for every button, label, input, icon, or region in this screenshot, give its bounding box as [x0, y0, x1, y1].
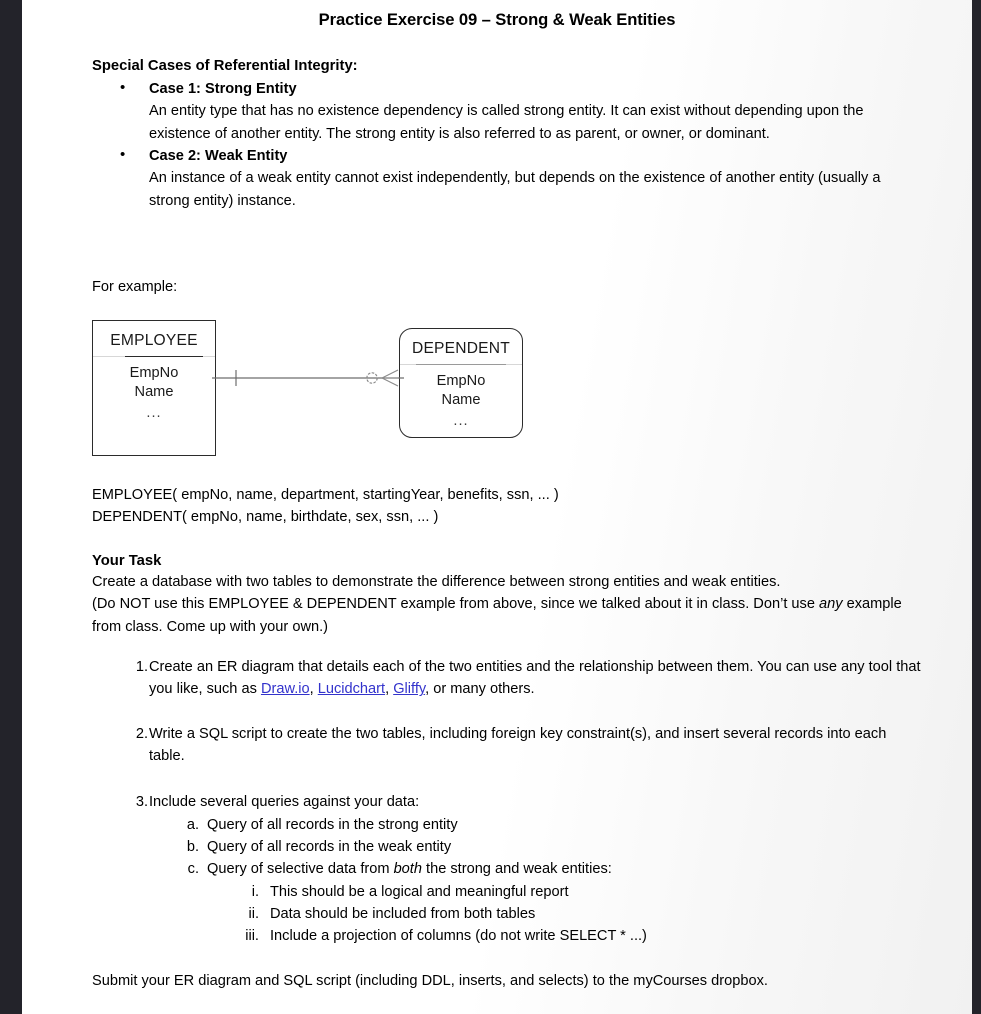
entity-name-employee: EMPLOYEE [110, 332, 198, 349]
task-emphasis-any: any [819, 596, 843, 613]
query-substeps-list [149, 814, 922, 948]
entity-box-dependent [399, 328, 523, 438]
entity-attributes-dependent [400, 365, 522, 431]
substep-number: c. [187, 861, 199, 878]
relational-schema [92, 484, 559, 528]
entity-attributes-employee [93, 357, 215, 423]
list-item [92, 78, 912, 145]
task-line-2a: (Do NOT use this EMPLOYEE & DEPENDENT example from above, since we talked about it in class. Don’t use [92, 596, 820, 613]
entity-divider [400, 364, 522, 365]
detail-i-text: This should be a logical and meaningful report [270, 883, 569, 900]
list-item [92, 723, 922, 768]
page-title: Practice Exercise 09 – Strong & Weak Entities [318, 10, 676, 29]
link-lucidchart[interactable]: Lucidchart [317, 681, 386, 698]
substep-c-emphasis-both: both [393, 861, 422, 878]
list-item [149, 858, 922, 947]
attribute-ellipsis: ... [146, 405, 162, 422]
step-1-text-a: Create an ER diagram that details each of the two entities and the relationship between them. You can use any tool that you like, such as [149, 659, 921, 698]
list-item [207, 925, 922, 947]
query-detail-list [207, 881, 922, 948]
task-line-2b: example from class. Come up with your own.) [92, 596, 902, 635]
for-example-label: For example: [92, 279, 178, 295]
case-2-body: An instance of a weak entity cannot exist independently, but depends on the existence of another entity (usually a strong entity) instance. [149, 170, 881, 209]
substep-b-text: Query of all records in the weak entity [207, 838, 452, 855]
substep-a-text: Query of all records in the strong entity [207, 816, 458, 833]
cardinality-many-crowsfoot-icon [382, 370, 398, 386]
link-drawio[interactable]: Draw.io [260, 681, 310, 698]
entity-box-employee [92, 320, 216, 456]
task-line-2 [92, 593, 922, 638]
list-item [92, 145, 912, 212]
substep-c-text-a: Query of selective data from [207, 861, 394, 878]
list-item [149, 836, 922, 858]
entity-divider [93, 356, 215, 357]
attribute-name: Name [134, 383, 174, 400]
right-gutter [972, 0, 981, 1014]
submission-instructions: Submit your ER diagram and SQL script (including DDL, inserts, and selects) to the myCourses dropbox. [92, 973, 768, 989]
list-item [207, 881, 922, 903]
left-gutter [0, 0, 22, 1014]
attribute-name: Name [441, 391, 481, 408]
step-1-sep-1: , [309, 681, 318, 698]
schema-line-dependent: DEPENDENT( empNo, name, birthdate, sex, ssn, ... ) [92, 509, 439, 526]
step-1-sep-2: , [385, 681, 394, 698]
step-number: 2. [135, 725, 148, 742]
schema-line-employee: EMPLOYEE( empNo, name, department, startingYear, benefits, ssn, ... ) [92, 487, 559, 503]
list-item [92, 791, 922, 947]
step-3-text: Include several queries against your data: [149, 794, 420, 811]
your-task-heading: Your Task [92, 553, 162, 569]
case-1-title: • Case 1: Strong Entity [149, 81, 297, 97]
step-number: 3. [135, 794, 148, 811]
entity-name-dependent: DEPENDENT [412, 340, 510, 357]
detail-number: iii. [245, 928, 259, 945]
substep-number: b. [186, 838, 199, 855]
task-line-1: Create a database with two tables to demonstrate the difference between strong entities and weak entities. [92, 574, 781, 590]
attribute-empno: EmpNo [129, 364, 179, 381]
list-item [207, 903, 922, 925]
detail-number: ii. [248, 905, 259, 922]
step-1-text-b: , or many others. [425, 681, 535, 698]
er-diagram [92, 318, 552, 463]
section-heading: Special Cases of Referential Integrity: [92, 58, 358, 74]
step-number: 1. [135, 659, 148, 675]
document-body [22, 0, 972, 1014]
list-item [92, 656, 922, 701]
substep-number: a. [186, 816, 199, 833]
attribute-ellipsis: ... [453, 413, 469, 430]
your-task-body [92, 571, 922, 638]
substep-c-text-b: the strong and weak entities: [421, 861, 612, 878]
relationship-connector-line [212, 366, 404, 390]
link-gliffy[interactable]: Gliffy [393, 681, 426, 698]
detail-number: i. [251, 883, 259, 900]
detail-ii-text: Data should be included from both tables [270, 905, 536, 922]
document-page [22, 0, 972, 1014]
special-cases-list [92, 78, 912, 212]
case-2-title: • Case 2: Weak Entity [149, 147, 288, 164]
step-2-text: Write a SQL script to create the two tables, including foreign key constraint(s), and insert several records into each table. [149, 725, 887, 764]
attribute-empno: EmpNo [436, 372, 486, 389]
detail-iii-text: Include a projection of columns (do not write SELECT * ...) [270, 928, 647, 945]
task-steps-list [92, 656, 922, 948]
list-item [149, 814, 922, 836]
case-1-body: An entity type that has no existence dependency is called strong entity. It can exist without depending upon the existence of another entity. The strong entity is also referred to as parent, or owner, or dominant. [149, 103, 864, 142]
